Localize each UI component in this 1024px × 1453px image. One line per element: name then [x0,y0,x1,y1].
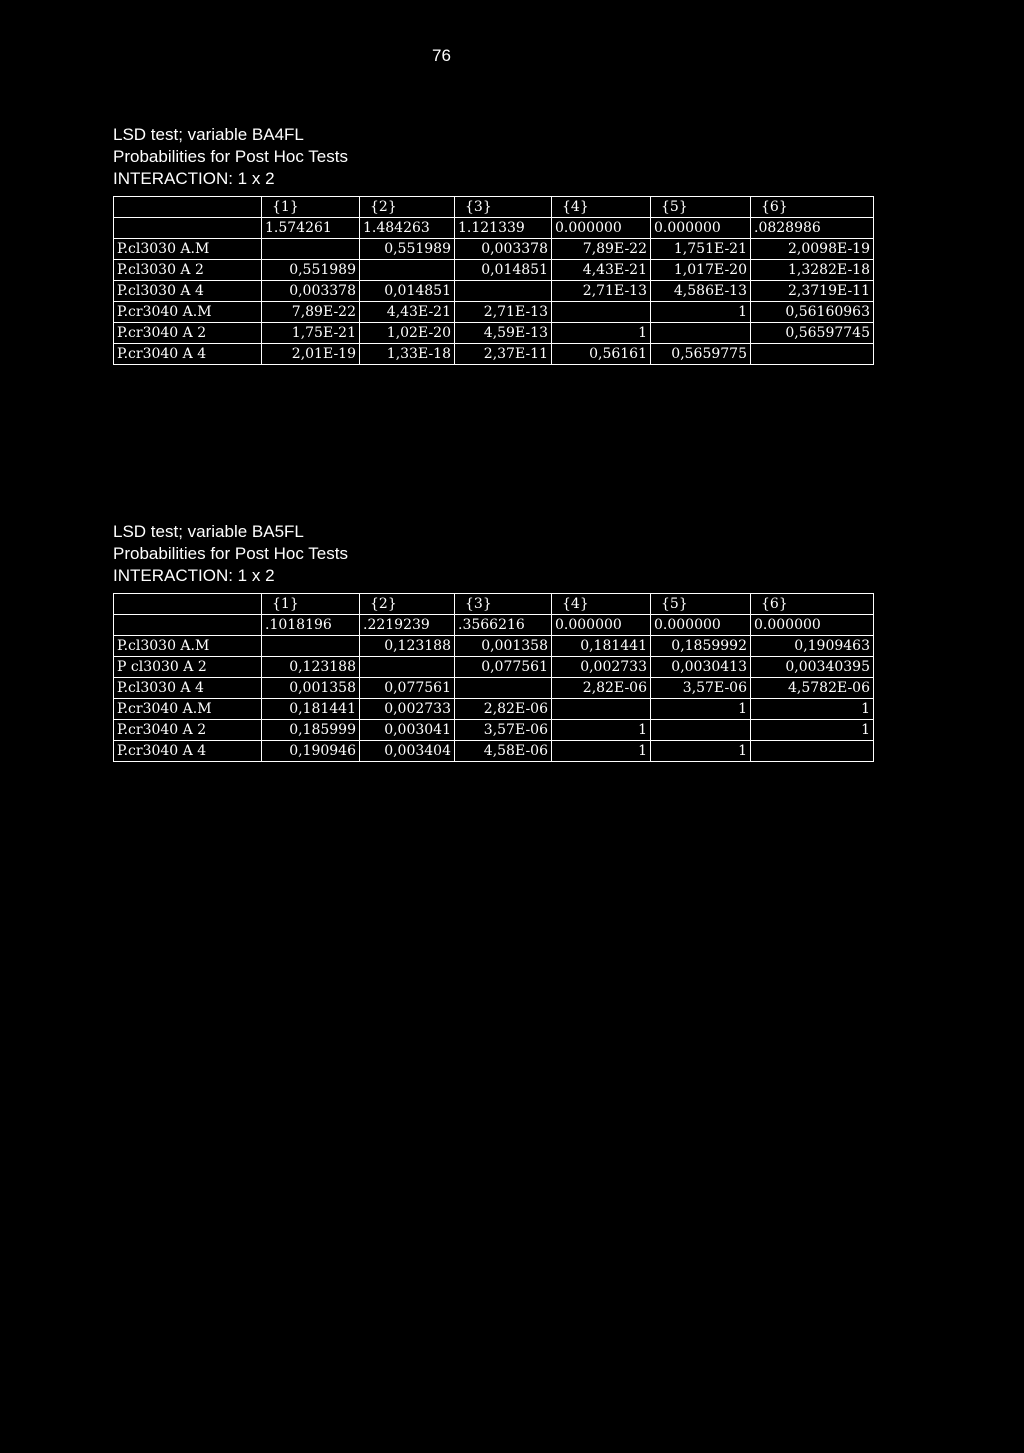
probability-cell: 4,43E-21 [552,260,651,281]
probability-cell: 2,3719E-11 [751,281,874,302]
probability-cell: 0,181441 [262,699,360,720]
probability-cell: 3,57E-06 [455,720,552,741]
column-header: {1} [262,594,360,615]
probability-cell: 2,71E-13 [455,302,552,323]
probability-cell [552,302,651,323]
probability-cell: 0,1859992 [651,636,751,657]
probability-cell: 2,82E-06 [455,699,552,720]
column-header-row [114,197,874,218]
probability-cell: 0,56161 [552,344,651,365]
table-row [114,260,874,281]
table-row [114,302,874,323]
row-label: P cl3030 A 2 [114,657,262,678]
probability-cell [751,344,874,365]
row-label: P.cr3040 A 2 [114,720,262,741]
probability-cell: 1 [552,741,651,762]
ba5fl-section [113,521,873,762]
table-row [114,281,874,302]
table-row [114,657,874,678]
ba4fl-section [113,124,873,365]
row-label: P.cl3030 A 4 [114,281,262,302]
table-row [114,699,874,720]
probability-cell: 0,56160963 [751,302,874,323]
mean-value: .3566216 [455,615,552,636]
probability-cell: 1 [552,323,651,344]
probability-cell: 0,5659775 [651,344,751,365]
probability-cell: 0,077561 [360,678,455,699]
probability-cell: 0,014851 [360,281,455,302]
probability-cell: 1 [651,741,751,762]
row-label: P.cr3040 A.M [114,302,262,323]
row-label: P.cr3040 A 4 [114,741,262,762]
post-hoc-table [113,196,874,365]
probability-cell: 0,190946 [262,741,360,762]
mean-value: 0.000000 [552,615,651,636]
probability-cell: 0,002733 [360,699,455,720]
probability-cell: 0,003378 [262,281,360,302]
mean-value: 0.000000 [651,218,751,239]
means-label-cell [114,218,262,239]
probability-cell: 1,751E-21 [651,239,751,260]
column-header: {2} [360,197,455,218]
row-label: P.cl3030 A 2 [114,260,262,281]
column-header: {3} [455,197,552,218]
probability-cell: 4,59E-13 [455,323,552,344]
table-row [114,344,874,365]
mean-value: 0.000000 [651,615,751,636]
probability-cell: 0,123188 [360,636,455,657]
probability-cell: 0,077561 [455,657,552,678]
column-header: {5} [651,594,751,615]
probability-cell [262,239,360,260]
probability-cell: 1 [651,699,751,720]
probability-cell [651,323,751,344]
table-subtitle: Probabilities for Post Hoc Tests [113,544,348,563]
row-label: P.cr3040 A 2 [114,323,262,344]
probability-cell [360,260,455,281]
probability-cell: 0,003404 [360,741,455,762]
probability-cell: 4,586E-13 [651,281,751,302]
column-header-row [114,594,874,615]
row-label: P.cl3030 A.M [114,239,262,260]
table-row [114,636,874,657]
column-header: {2} [360,594,455,615]
probability-cell: 4,58E-06 [455,741,552,762]
probability-cell: 0,551989 [360,239,455,260]
mean-value: .2219239 [360,615,455,636]
probability-cell: 0,0030413 [651,657,751,678]
mean-value: 1.484263 [360,218,455,239]
row-label: P.cl3030 A.M [114,636,262,657]
mean-value: .1018196 [262,615,360,636]
probability-cell: 0,1909463 [751,636,874,657]
column-header: {6} [751,197,874,218]
probability-cell: 4,43E-21 [360,302,455,323]
probability-cell: 1,02E-20 [360,323,455,344]
probability-cell: 1 [651,302,751,323]
probability-cell: 0,003041 [360,720,455,741]
probability-cell: 0,001358 [455,636,552,657]
row-label: P.cl3030 A 4 [114,678,262,699]
probability-cell [751,741,874,762]
probability-cell: 1,33E-18 [360,344,455,365]
probability-cell: 1 [751,699,874,720]
row-label: P.cr3040 A 4 [114,344,262,365]
probability-cell: 7,89E-22 [262,302,360,323]
probability-cell: 0,002733 [552,657,651,678]
probability-cell [455,678,552,699]
probability-cell: 2,82E-06 [552,678,651,699]
probability-cell: 1,3282E-18 [751,260,874,281]
mean-value: 0.000000 [552,218,651,239]
probability-cell: 1,75E-21 [262,323,360,344]
probability-cell: 0,003378 [455,239,552,260]
column-header: {5} [651,197,751,218]
probability-cell: 0,551989 [262,260,360,281]
means-row [114,218,874,239]
probability-cell: 3,57E-06 [651,678,751,699]
column-header: {6} [751,594,874,615]
table-row [114,678,874,699]
probability-cell: 0,00340395 [751,657,874,678]
probability-cell [360,657,455,678]
page-number: 76 [432,46,451,65]
column-header: {4} [552,594,651,615]
probability-cell: 0,123188 [262,657,360,678]
probability-cell [262,636,360,657]
mean-value: 0.000000 [751,615,874,636]
row-label: P.cr3040 A.M [114,699,262,720]
mean-value: 1.121339 [455,218,552,239]
table-subtitle: Probabilities for Post Hoc Tests [113,147,348,166]
probability-cell: 2,0098E-19 [751,239,874,260]
probability-cell: 2,71E-13 [552,281,651,302]
probability-cell: 4,5782E-06 [751,678,874,699]
column-header: {3} [455,594,552,615]
probability-cell: 1,017E-20 [651,260,751,281]
table-title: LSD test; variable BA4FL [113,125,304,144]
probability-cell: 1 [751,720,874,741]
mean-value: .0828986 [751,218,874,239]
corner-cell [114,594,262,615]
table-row [114,741,874,762]
table-row [114,720,874,741]
probability-cell: 0,001358 [262,678,360,699]
probability-cell [552,699,651,720]
probability-cell [455,281,552,302]
means-row [114,615,874,636]
table-row [114,239,874,260]
table-row [114,323,874,344]
probability-cell [651,720,751,741]
means-label-cell [114,615,262,636]
probability-cell: 0,181441 [552,636,651,657]
probability-cell: 2,01E-19 [262,344,360,365]
probability-cell: 0,185999 [262,720,360,741]
column-header: {4} [552,197,651,218]
probability-cell: 0,56597745 [751,323,874,344]
corner-cell [114,197,262,218]
mean-value: 1.574261 [262,218,360,239]
table-effect-label: INTERACTION: 1 x 2 [113,169,275,188]
probability-cell: 1 [552,720,651,741]
post-hoc-table [113,593,874,762]
probability-cell: 0,014851 [455,260,552,281]
column-header: {1} [262,197,360,218]
table-effect-label: INTERACTION: 1 x 2 [113,566,275,585]
probability-cell: 2,37E-11 [455,344,552,365]
table-title: LSD test; variable BA5FL [113,522,304,541]
probability-cell: 7,89E-22 [552,239,651,260]
